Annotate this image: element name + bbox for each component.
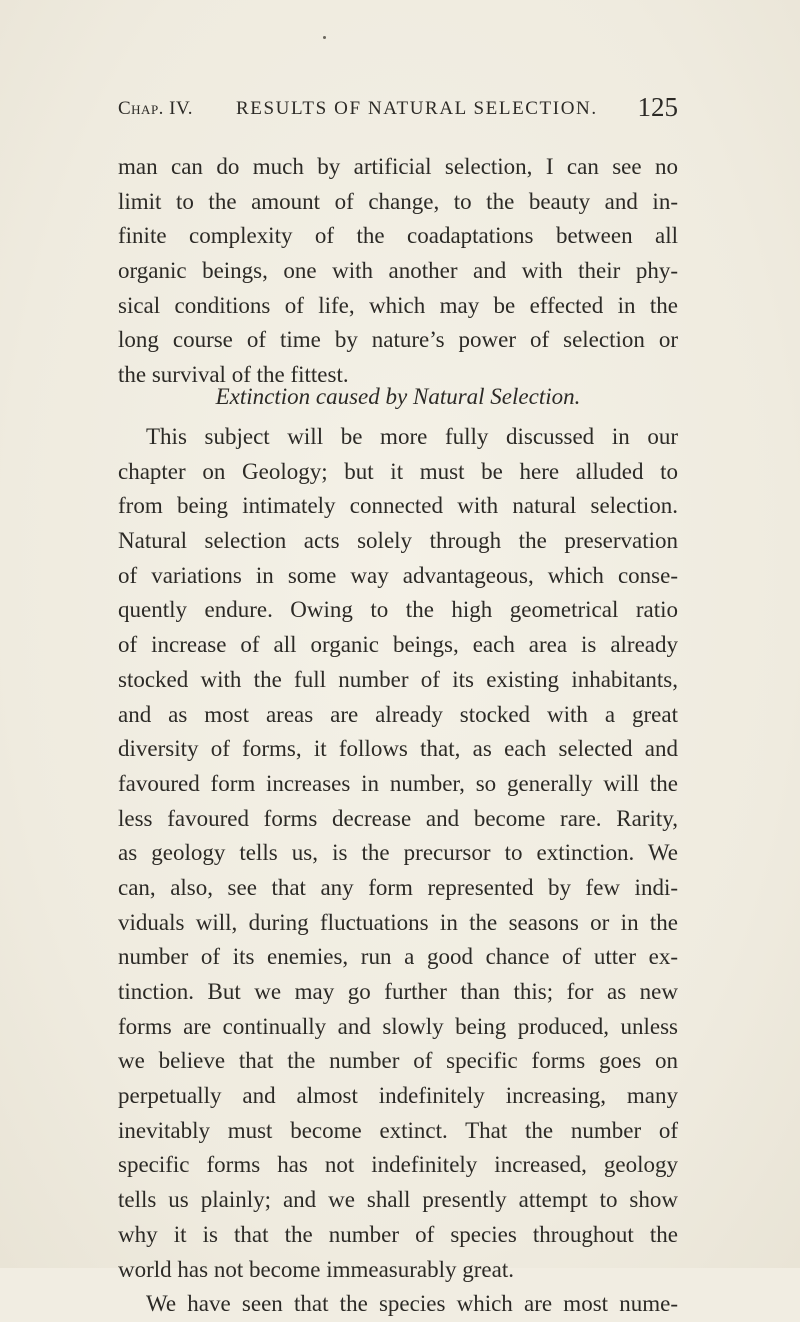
text-line: world has not become immeasurably great. xyxy=(118,1256,514,1282)
text-line: diversity of forms, it follows that, as each selected and xyxy=(118,736,678,762)
text-line: and as most areas are already stocked with a great xyxy=(118,701,678,727)
text-line: inevitably must become extinct. That the number of xyxy=(118,1117,678,1143)
text-line: viduals will, during fluctuations in the seasons or in the xyxy=(118,909,678,935)
text-line: forms are continually and slowly being produced, unless xyxy=(118,1013,678,1039)
text-line: stocked with the full number of its existing inhabitants, xyxy=(118,666,678,692)
running-title: RESULTS OF NATURAL SELECTION. xyxy=(236,98,598,119)
text-line: as geology tells us, is the precursor to extinction. We xyxy=(118,840,678,866)
text-line: number of its enemies, run a good chance of utter ex- xyxy=(118,944,678,970)
text-line: less favoured forms decrease and become rare. Rarity, xyxy=(118,805,678,831)
text-line: chapter on Geology; but it must be here alluded to xyxy=(118,458,678,484)
text-line: perpetually and almost indefinitely increasing, many xyxy=(118,1083,678,1109)
paragraph-continued xyxy=(118,150,678,393)
text-line: This subject will be more fully discussed in our xyxy=(146,424,678,449)
text-line: organic beings, one with another and with their phy- xyxy=(118,258,678,284)
text-line: long course of time by nature’s power of selection or xyxy=(118,327,678,353)
text-line: we believe that the number of specific forms goes on xyxy=(118,1048,678,1074)
text-line: sical conditions of life, which may be effected in the xyxy=(118,292,678,318)
text-line: man can do much by artificial selection, I can see no xyxy=(118,154,678,179)
text-line: why it is that the number of species throughout the xyxy=(118,1221,678,1247)
text-line: tells us plainly; and we shall presently attempt to show xyxy=(118,1187,678,1213)
text-line: We have seen that the species which are most nume- xyxy=(146,1291,678,1317)
section-heading: Extinction caused by Natural Selection. xyxy=(215,384,581,409)
text-line: from being intimately connected with natural selection. xyxy=(118,493,678,519)
text-line: Natural selection acts solely through the preservation xyxy=(118,528,678,554)
ink-speck xyxy=(323,36,326,39)
text-line: of increase of all organic beings, each area is already xyxy=(118,632,678,658)
text-line: the survival of the fittest. xyxy=(118,362,349,388)
page-number: 125 xyxy=(637,92,678,122)
text-line: quently endure. Owing to the high geometrical ratio xyxy=(118,597,678,623)
paragraph-extinction xyxy=(118,420,678,1322)
text-line: of variations in some way advantageous, which conse- xyxy=(118,562,678,588)
text-line: specific forms has not indefinitely increased, geology xyxy=(118,1152,678,1178)
running-header xyxy=(118,92,678,132)
text-line: favoured form increases in number, so generally will the xyxy=(118,770,678,796)
text-line: finite complexity of the coadaptations between all xyxy=(118,223,678,249)
text-line: tinction. But we may go further than this; for as new xyxy=(118,979,678,1004)
text-line: limit to the amount of change, to the beauty and in- xyxy=(118,188,678,214)
chapter-label: Chap. IV. xyxy=(118,98,194,119)
text-line: can, also, see that any form represented by few indi- xyxy=(118,874,678,900)
